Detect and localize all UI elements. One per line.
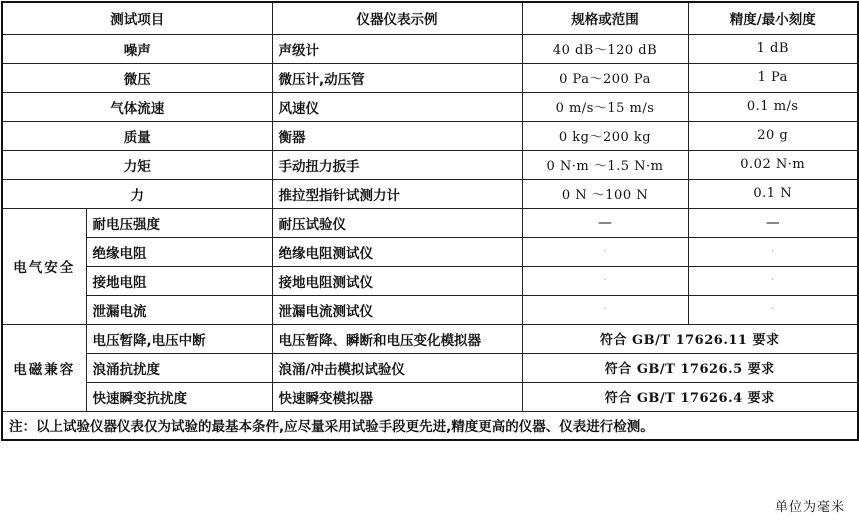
- group-emc: 电磁兼容: [2, 324, 86, 411]
- precision: 1 Pa: [688, 63, 858, 92]
- table-row: [2, 121, 858, 150]
- header-precision: 精度/最小刻度: [688, 2, 858, 34]
- instrument: 风速仪: [272, 92, 522, 121]
- range: 0 m/s～15 m/s: [522, 92, 688, 121]
- table-row: [2, 150, 858, 179]
- table-row: [2, 179, 858, 208]
- table-note: 注：以上试验仪器仪表仅为试验的最基本条件,应尽量采用试验手段更先进,精度更高的仪器、仪表进行检测。: [2, 411, 858, 440]
- range: 0 Pa～200 Pa: [522, 63, 688, 92]
- table-row: [2, 382, 858, 411]
- precision: ·: [688, 237, 858, 266]
- sub-item: 快速瞬变抗扰度: [86, 382, 272, 411]
- precision: 20 g: [688, 121, 858, 150]
- instrument: 耐压试验仪: [272, 208, 522, 237]
- table-row: [2, 34, 858, 63]
- table-row: [2, 324, 858, 353]
- test-item: 微压: [2, 63, 272, 92]
- precision: ·: [688, 295, 858, 324]
- sub-item: 耐电压强度: [86, 208, 272, 237]
- instrument: 泄漏电流测试仪: [272, 295, 522, 324]
- precision: 1 dB: [688, 34, 858, 63]
- test-item: 噪声: [2, 34, 272, 63]
- test-item: 力矩: [2, 150, 272, 179]
- table-row: [2, 208, 858, 237]
- requirement: 符合 GB/T 17626.11 要求: [522, 324, 858, 353]
- header-row: [2, 2, 858, 34]
- precision: 0.1 N: [688, 179, 858, 208]
- range: ·: [522, 266, 688, 295]
- precision: ·: [688, 266, 858, 295]
- test-item: 气体流速: [2, 92, 272, 121]
- sub-item: 泄漏电流: [86, 295, 272, 324]
- instrument: 绝缘电阻测试仪: [272, 237, 522, 266]
- table-row: [2, 92, 858, 121]
- instrument: 衡器: [272, 121, 522, 150]
- header-test-item: 测试项目: [2, 2, 272, 34]
- table-row: [2, 295, 858, 324]
- note-row: [2, 411, 858, 440]
- test-item: 力: [2, 179, 272, 208]
- group-electrical-safety: 电气安全: [2, 208, 86, 324]
- test-item: 质量: [2, 121, 272, 150]
- precision: 0.02 N·m: [688, 150, 858, 179]
- range: 40 dB～120 dB: [522, 34, 688, 63]
- range: 0 N·m ～1.5 N·m: [522, 150, 688, 179]
- instrument: 声级计: [272, 34, 522, 63]
- range: ·: [522, 237, 688, 266]
- instrument: 浪涌/冲击模拟试验仪: [272, 353, 522, 382]
- sub-item: 浪涌抗扰度: [86, 353, 272, 382]
- sub-item: 电压暂降,电压中断: [86, 324, 272, 353]
- sub-item: 绝缘电阻: [86, 237, 272, 266]
- table-row: [2, 63, 858, 92]
- range: 0 kg～200 kg: [522, 121, 688, 150]
- range: 0 N ～100 N: [522, 179, 688, 208]
- instrument: 快速瞬变模拟器: [272, 382, 522, 411]
- instrument: 手动扭力扳手: [272, 150, 522, 179]
- instrument: 电压暂降、瞬断和电压变化模拟器: [272, 324, 522, 353]
- unit-label: 单位为毫米: [774, 500, 845, 515]
- header-range: 规格或范围: [522, 2, 688, 34]
- instrument-table: [1, 1, 859, 441]
- table-row: [2, 266, 858, 295]
- precision: 0.1 m/s: [688, 92, 858, 121]
- header-instrument: 仪器仪表示例: [272, 2, 522, 34]
- requirement: 符合 GB/T 17626.4 要求: [522, 382, 858, 411]
- range: ·: [522, 295, 688, 324]
- instrument: 推拉型指针试测力计: [272, 179, 522, 208]
- sub-item: 接地电阻: [86, 266, 272, 295]
- table-row: [2, 237, 858, 266]
- requirement: 符合 GB/T 17626.5 要求: [522, 353, 858, 382]
- range: —: [522, 208, 688, 237]
- table-row: [2, 353, 858, 382]
- precision: —: [688, 208, 858, 237]
- instrument: 微压计,动压管: [272, 63, 522, 92]
- instrument: 接地电阻测试仪: [272, 266, 522, 295]
